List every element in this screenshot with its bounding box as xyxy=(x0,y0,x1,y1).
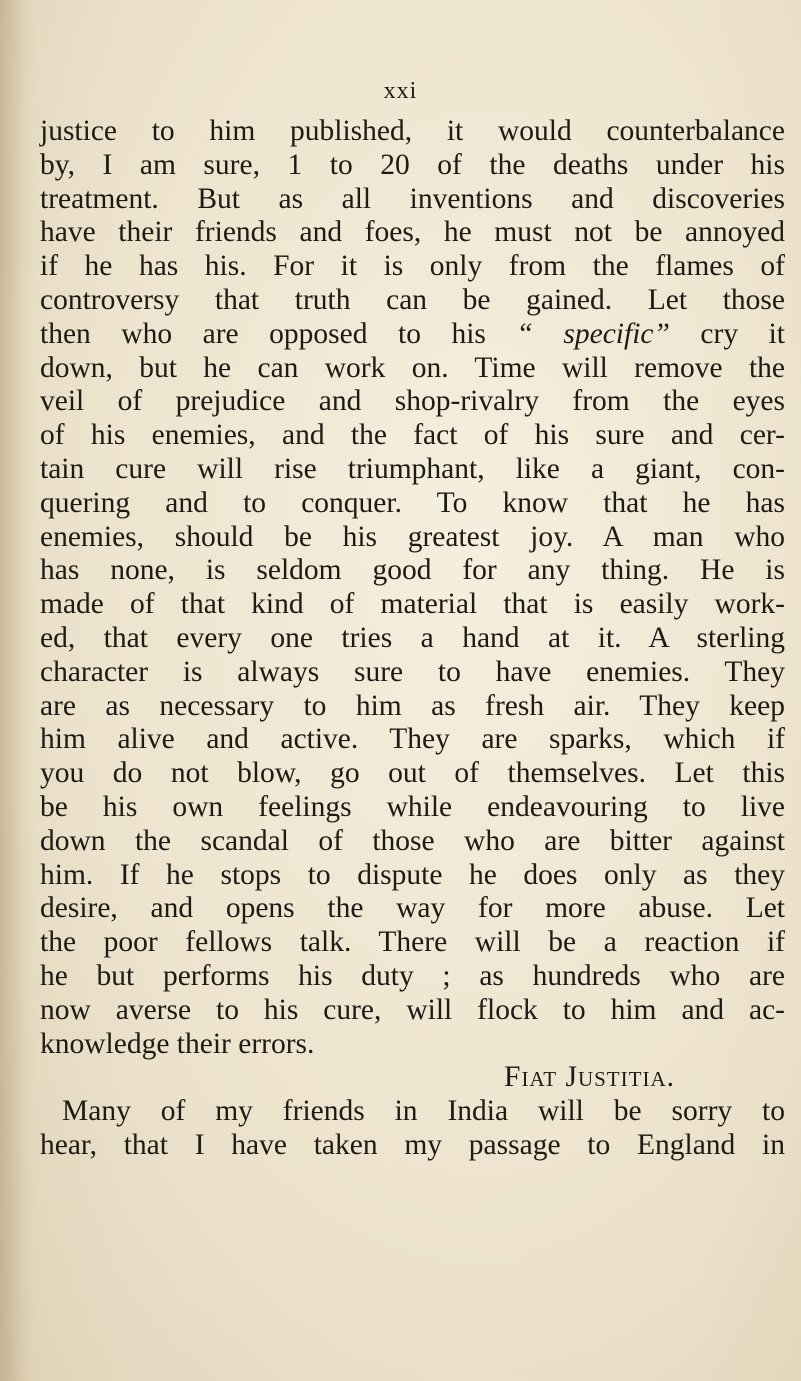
text-line: veil of prejudice and shop-rivalry from the eyes xyxy=(40,385,785,418)
text-line: controversy that truth can be gained. Let those xyxy=(40,283,785,316)
text-line: him. If he stops to dispute he does only as they xyxy=(40,858,785,891)
page-number: xxi xyxy=(383,78,418,104)
text-line: knowledge their errors. xyxy=(40,1027,315,1060)
text-line: enemies, should be his greatest joy. A man who xyxy=(40,520,785,553)
text-line: quering and to conquer. To know that he has xyxy=(40,486,785,519)
text-fragment: then who are opposed to his xyxy=(40,317,486,350)
text-line: he but performs his duty ; as hundreds who are xyxy=(40,959,785,992)
text-line: are as necessary to him as fresh air. They keep xyxy=(40,689,785,722)
text-line: down the scandal of those who are bitter against xyxy=(40,824,785,857)
signature: Fiat Justitia. xyxy=(504,1061,675,1094)
text-line: you do not blow, go out of themselves. Let this xyxy=(40,757,785,790)
text-fragment: cry it xyxy=(669,317,785,350)
text-line: by, I am sure, 1 to 20 of the deaths under his xyxy=(40,148,785,181)
text-line: Many of my friends in India will be sorry to xyxy=(62,1095,785,1128)
text-line: made of that kind of material that is easily work- xyxy=(40,588,785,621)
text-line: the poor fellows talk. There will be a reaction if xyxy=(40,926,785,959)
text-line: hear, that I have taken my passage to England in xyxy=(40,1128,785,1161)
binding-shadow xyxy=(0,0,34,1381)
text-line: treatment. But as all inventions and discoveries xyxy=(40,182,785,215)
text-line: down, but he can work on. Time will remove the xyxy=(40,351,785,384)
text-line: has none, is seldom good for any thing. He is xyxy=(40,554,785,587)
text-line: if he has his. For it is only from the flames of xyxy=(40,250,785,283)
text-line xyxy=(40,318,785,352)
text-line: ed, that every one tries a hand at it. A sterling xyxy=(40,621,785,654)
text-line: be his own feelings while endeavouring to live xyxy=(40,790,785,823)
body-text xyxy=(40,115,785,1163)
text-line: of his enemies, and the fact of his sure and cer- xyxy=(40,419,785,452)
text-line: character is always sure to have enemies. They xyxy=(40,655,785,688)
text-line: desire, and opens the way for more abuse. Let xyxy=(40,892,785,925)
text-line: tain cure will rise triumphant, like a giant, con- xyxy=(40,452,785,485)
text-line: now averse to his cure, will flock to him and ac- xyxy=(40,993,785,1026)
emphasized-word: “ specific” xyxy=(516,317,670,350)
text-line: justice to him published, it would counterbalance xyxy=(40,115,785,147)
text-line: have their friends and foes, he must not be annoyed xyxy=(40,216,785,249)
text-line: him alive and active. They are sparks, which if xyxy=(40,723,785,756)
